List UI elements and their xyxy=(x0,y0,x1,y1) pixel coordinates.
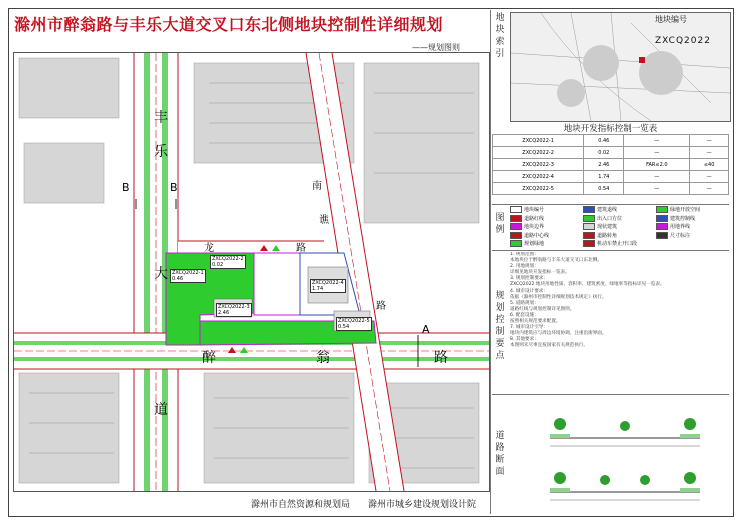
legend-swatch xyxy=(656,206,668,213)
footer xyxy=(13,492,488,512)
legend-swatch xyxy=(510,232,522,239)
legend xyxy=(510,206,729,250)
table-row xyxy=(493,135,729,147)
legend-item-label: 地块边界 xyxy=(524,224,545,230)
legend-item-label: 出入口方位 xyxy=(597,215,623,222)
divider-legend xyxy=(492,204,729,205)
legend-swatch xyxy=(583,240,595,247)
road-sections-svg xyxy=(510,396,729,512)
table-cell: — xyxy=(624,171,690,183)
index-map[interactable] xyxy=(510,12,731,122)
parcel-label-3[interactable]: ZXCQ2022-3 2.46 xyxy=(218,304,250,316)
legend-item xyxy=(656,223,690,230)
subtitle: ——规划图则 xyxy=(412,43,460,52)
note-line: 本地块位于醉翁路与丰乐大道交叉口东北侧。 xyxy=(510,258,602,264)
legend-item xyxy=(510,206,544,213)
road-section-label: 道路断面 xyxy=(495,431,505,477)
divider-sections xyxy=(492,394,729,395)
note-line: 地块内建筑应与周边环境协调，注重沿街界面。 xyxy=(510,331,607,337)
label-nanqiao-3: 路 xyxy=(376,301,386,312)
legend-swatch xyxy=(510,206,522,213)
legend-item xyxy=(656,232,690,239)
legend-swatch xyxy=(510,223,522,230)
legend-swatch xyxy=(583,223,595,230)
notes-label: 规划控制要点 xyxy=(495,291,505,361)
table-cell: ≤40 xyxy=(690,159,729,171)
legend-item-label: 道路红线 xyxy=(524,215,545,222)
legend-item-label: 尺寸标注 xyxy=(670,232,691,239)
legend-item-label: 用地界线 xyxy=(670,224,691,230)
legend-item-label: 建筑控制线 xyxy=(670,215,696,222)
legend-swatch xyxy=(510,240,522,247)
label-section-a: A xyxy=(422,323,430,336)
legend-item-label: 机动车禁止开口段 xyxy=(597,241,638,247)
legend-item-label: 绿地开放空间 xyxy=(670,207,701,213)
plan-map[interactable] xyxy=(13,52,490,492)
note-line: 本图则未尽事宜按国家有关规范执行。 xyxy=(510,343,589,349)
legend-swatch xyxy=(656,232,668,239)
label-fengle-1: 丰 xyxy=(154,110,168,126)
table-cell: 2.46 xyxy=(584,159,624,171)
legend-item-label: 现状建筑 xyxy=(597,224,618,230)
table-cell: ZXCQ2022-2 xyxy=(493,147,584,159)
legend-item-label: 规划绿地 xyxy=(524,241,545,247)
planning-notes xyxy=(510,252,729,392)
legend-swatch xyxy=(583,215,595,222)
index-target-marker xyxy=(639,57,645,63)
legend-swatch xyxy=(583,232,595,239)
table-cell: 0.02 xyxy=(584,147,624,159)
note-line: 8. 其他要求： xyxy=(510,337,539,343)
table-cell: 1.74 xyxy=(584,171,624,183)
table-row xyxy=(493,183,729,195)
note-line: 详细见地块开发指标一览表。 xyxy=(510,270,570,276)
legend-item xyxy=(510,240,544,247)
footer-left-org: 滁州市自然资源和规划局 xyxy=(251,500,351,510)
table-cell: ZXCQ2022-4 xyxy=(493,171,584,183)
table-title: 地块开发指标控制一览表 xyxy=(492,122,729,135)
indicator-table xyxy=(492,134,729,204)
note-line: 7. 城市设计引导： xyxy=(510,325,549,331)
legend-item xyxy=(656,215,695,222)
label-north-road-2: 路 xyxy=(296,243,306,254)
label-north-road-1: 龙 xyxy=(204,243,214,254)
note-line: 3. 规划控制要求： xyxy=(510,276,549,282)
label-nanqiao-2: 谯 xyxy=(319,215,329,226)
index-label: 地块索引 xyxy=(495,13,505,59)
parcel-label-1[interactable]: ZXCQ2022-1 0.46 xyxy=(172,270,204,282)
index-map-svg xyxy=(511,13,730,121)
table-cell: — xyxy=(690,147,729,159)
legend-item xyxy=(510,223,544,230)
panel-divider xyxy=(490,10,491,514)
label-section-b-right: B xyxy=(170,181,178,194)
label-fengle-2: 乐 xyxy=(154,144,168,160)
legend-item-label: 道路中心线 xyxy=(524,232,550,239)
legend-swatch xyxy=(583,206,595,213)
legend-label: 图例 xyxy=(495,213,505,235)
table-cell: — xyxy=(624,183,690,195)
table-row xyxy=(493,159,729,171)
legend-item xyxy=(583,232,617,239)
road-sections xyxy=(510,396,729,512)
table-row xyxy=(493,147,729,159)
label-nanqiao-1: 南 xyxy=(312,181,322,192)
legend-swatch xyxy=(656,215,668,222)
table-cell: FAR≤2.0 xyxy=(624,159,690,171)
legend-item-label: 地块编号 xyxy=(524,207,545,213)
table-cell: — xyxy=(690,183,729,195)
label-zuiweng-2: 翁 xyxy=(316,350,330,366)
label-fengle-4: 道 xyxy=(154,402,168,418)
note-line: 按照相关规范要求配置。 xyxy=(510,319,561,325)
page-title: 滁州市醉翁路与丰乐大道交叉口东北侧地块控制性详细规划 xyxy=(14,15,444,34)
table-cell: — xyxy=(690,135,729,147)
parcel-label-5[interactable]: ZXCQ2022-5 0.54 xyxy=(338,318,370,330)
note-line: 1. 规划范围： xyxy=(510,252,539,257)
table-cell: 0.46 xyxy=(584,135,624,147)
footer-right-org: 滁州市城乡建设规划设计院 xyxy=(368,500,477,510)
legend-item xyxy=(583,223,617,230)
table-cell: — xyxy=(690,171,729,183)
table-cell: ZXCQ2022-1 xyxy=(493,135,584,147)
table-cell: ZXCQ2022-3 xyxy=(493,159,584,171)
label-zuiweng-3: 路 xyxy=(434,350,448,366)
table-cell: 0.54 xyxy=(584,183,624,195)
note-line: 4. 城市设计要求： xyxy=(510,288,549,294)
parcel-label-4[interactable]: ZXCQ2022-4 1.74 xyxy=(312,280,344,292)
table-cell: — xyxy=(624,147,690,159)
label-fengle-3: 大 xyxy=(154,266,168,282)
plan-map-svg xyxy=(14,53,489,491)
legend-item xyxy=(510,232,549,239)
indicator-table-grid xyxy=(492,134,729,195)
label-zuiweng-1: 醉 xyxy=(202,350,216,366)
legend-item xyxy=(656,206,700,213)
table-cell: ZXCQ2022-5 xyxy=(493,183,584,195)
legend-item xyxy=(583,215,622,222)
code-value: ZXCQ2022 xyxy=(655,36,711,46)
note-line: 2. 用地规划： xyxy=(510,264,539,270)
section-b xyxy=(550,472,700,500)
table-cell: — xyxy=(624,135,690,147)
legend-item xyxy=(583,240,637,247)
section-a xyxy=(550,418,700,446)
legend-item-label: 建筑退线 xyxy=(597,207,618,213)
note-line: 依据《滁州市控制性详细规划技术规定》执行。 xyxy=(510,294,607,300)
note-line: 5. 道路规划： xyxy=(510,300,539,306)
divider-notes xyxy=(492,250,729,251)
legend-swatch xyxy=(656,223,668,230)
legend-item-label: 道路转角 xyxy=(597,232,618,239)
parcel-label-2[interactable]: ZXCQ2022-2 0.02 xyxy=(212,256,244,268)
label-section-b-left: B xyxy=(122,181,130,194)
code-title: 地块编号 xyxy=(655,15,687,24)
note-line: 道路红线与规划控制详见图则。 xyxy=(510,306,575,312)
legend-item xyxy=(510,215,544,222)
legend-item xyxy=(583,206,617,213)
note-line: 6. 配套设施： xyxy=(510,312,539,318)
table-row xyxy=(493,171,729,183)
note-line: ZXCQ2022 地块用地性质、容积率、建筑密度、绿地率等指标详见一览表。 xyxy=(510,282,665,288)
legend-swatch xyxy=(510,215,522,222)
